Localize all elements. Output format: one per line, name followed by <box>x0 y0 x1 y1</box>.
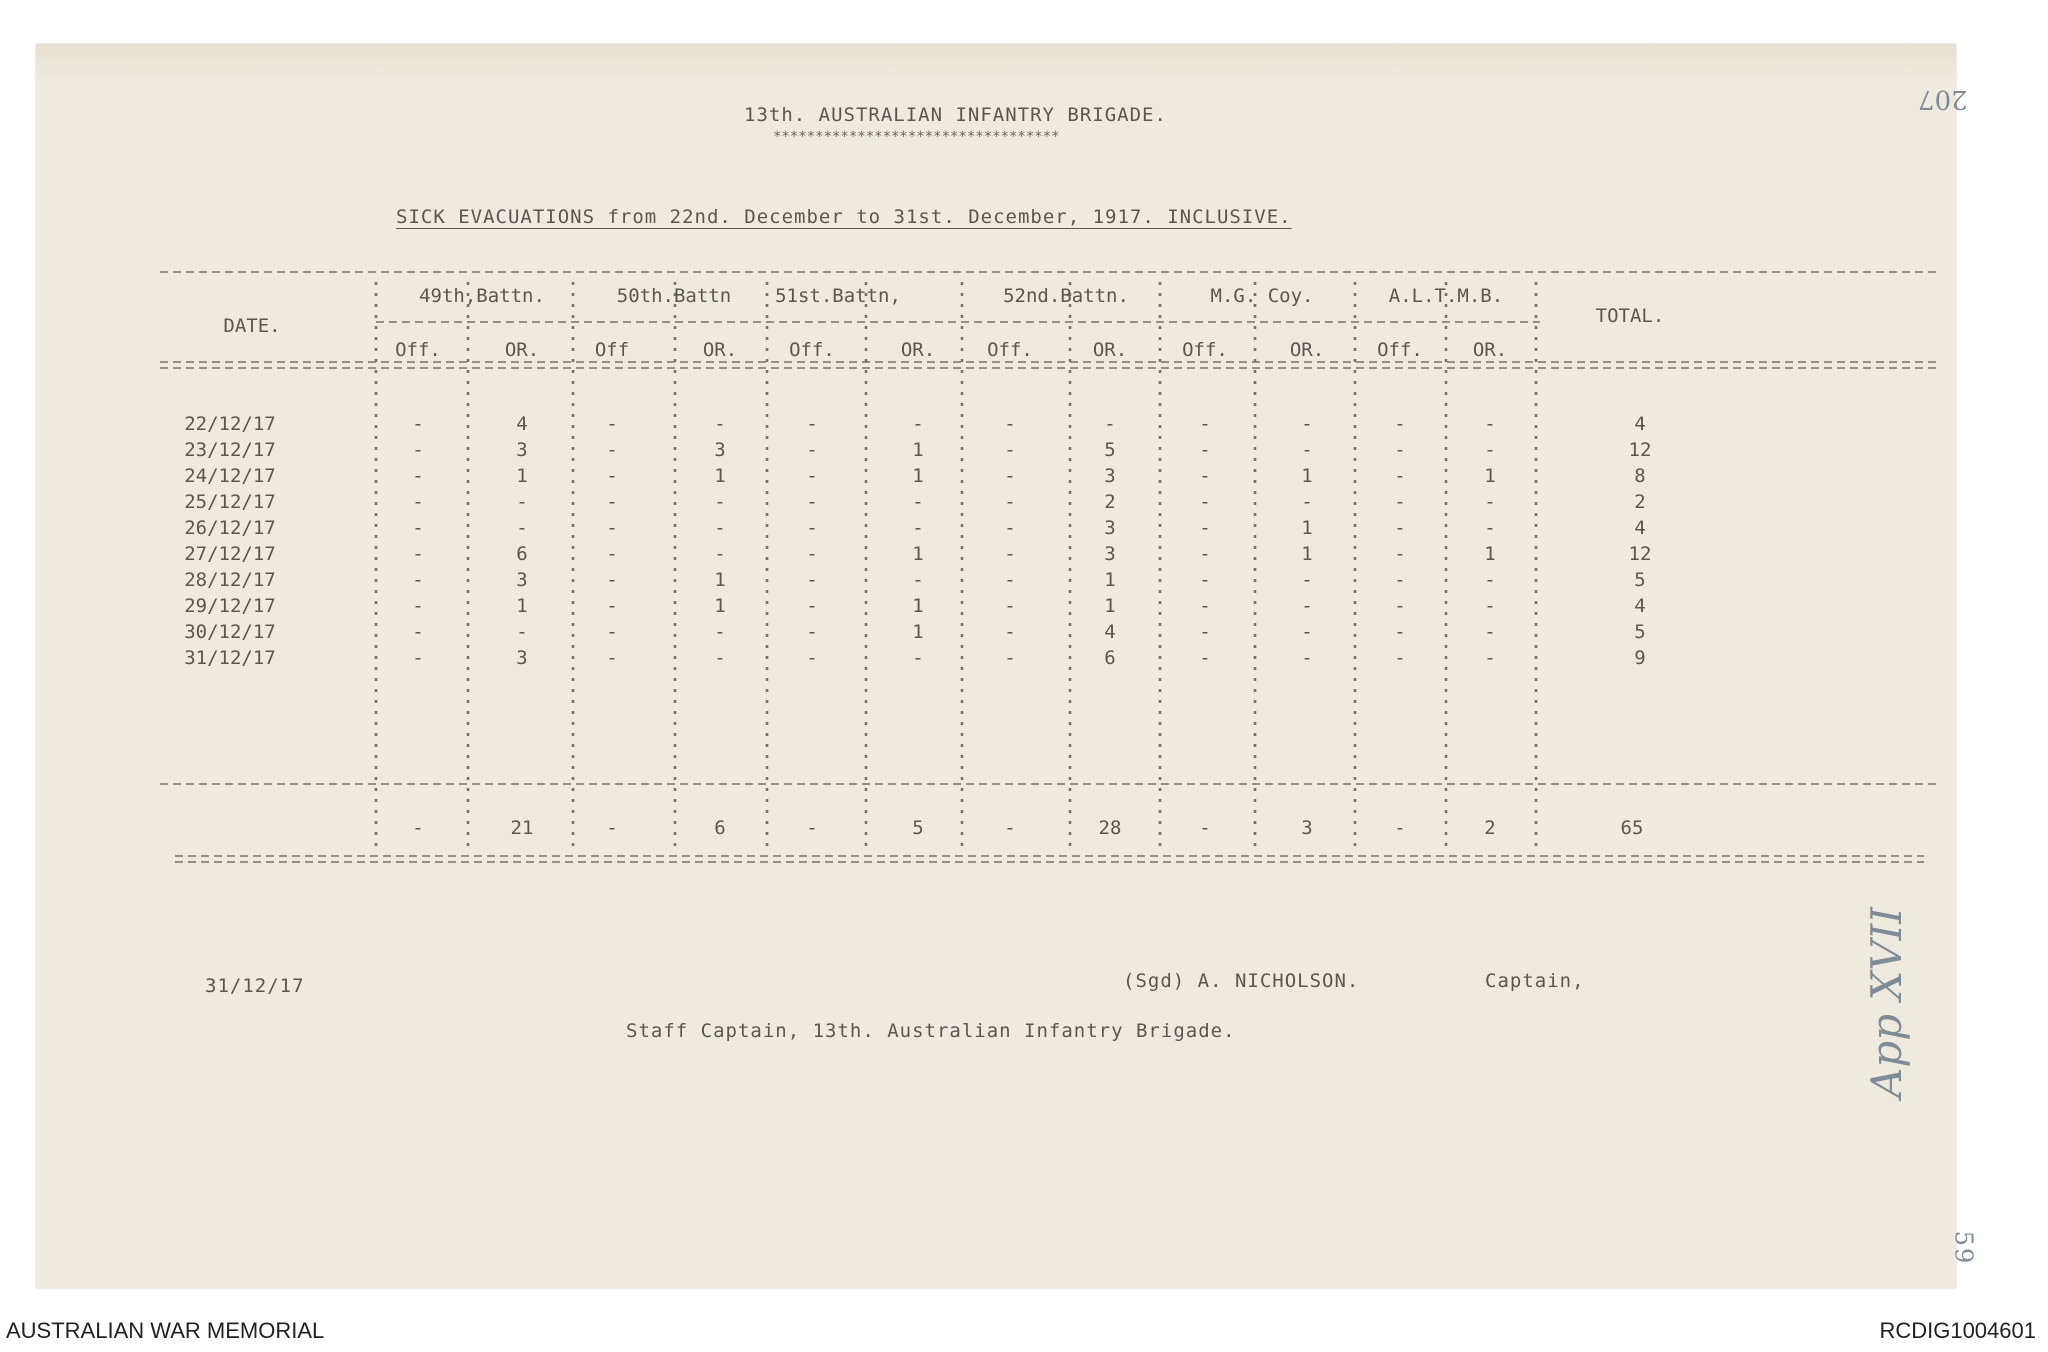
table-cell: - <box>1004 491 1016 513</box>
grand-total-cell: 28 <box>1098 817 1122 839</box>
table-cell: 4 <box>1104 621 1116 643</box>
table-cell: - <box>1301 413 1313 435</box>
table-cell: - <box>412 491 424 513</box>
table-cell: - <box>412 543 424 565</box>
table-cell: - <box>714 413 726 435</box>
table-cell: - <box>412 569 424 591</box>
row-total: 8 <box>1634 465 1646 487</box>
grand-total-cell: - <box>412 817 424 839</box>
table-cell: - <box>714 517 726 539</box>
table-cell: - <box>806 465 818 487</box>
grand-total-cell: 5 <box>912 817 924 839</box>
table-cell: - <box>806 543 818 565</box>
grand-total-cell: - <box>1004 817 1016 839</box>
table-cell: - <box>1199 491 1211 513</box>
signatory-rank: Captain, <box>1485 970 1585 992</box>
table-cell: - <box>1301 647 1313 669</box>
table-cell: - <box>606 543 618 565</box>
table-cell: - <box>1394 595 1406 617</box>
table-cell: - <box>912 569 924 591</box>
table-cell: - <box>1301 439 1313 461</box>
row-total: 5 <box>1634 621 1646 643</box>
table-cell: 1 <box>1301 543 1313 565</box>
unit-header: 49th,Battn. <box>419 285 545 307</box>
table-cell: - <box>1394 569 1406 591</box>
row-total: 9 <box>1634 647 1646 669</box>
row-date: 28/12/17 <box>184 569 276 591</box>
grand-total-cell: - <box>806 817 818 839</box>
table-cell: - <box>412 439 424 461</box>
signatory-title: Staff Captain, 13th. Australian Infantry Brigade. <box>626 1020 1236 1042</box>
table-cell: - <box>1484 621 1496 643</box>
grand-total-cell: - <box>1394 817 1406 839</box>
table-cell: 1 <box>912 543 924 565</box>
grand-total-cell: 2 <box>1484 817 1496 839</box>
table-cell: 1 <box>1104 569 1116 591</box>
total-column-header: TOTAL. <box>1595 305 1665 327</box>
date-signed: 31/12/17 <box>205 975 305 997</box>
table-cell: - <box>1004 439 1016 461</box>
table-cell: 1 <box>1104 595 1116 617</box>
report-subtitle: SICK EVACUATIONS from 22nd. December to 31st. December, 1917. INCLUSIVE. <box>396 206 1292 228</box>
table-cell: - <box>806 413 818 435</box>
grand-total-cell: - <box>606 817 618 839</box>
table-cell: 3 <box>1104 465 1116 487</box>
table-cell: - <box>606 647 618 669</box>
brigade-title: 13th. AUSTRALIAN INFANTRY BRIGADE. <box>744 104 1167 126</box>
table-cell: - <box>1394 517 1406 539</box>
table-cell: - <box>1484 647 1496 669</box>
table-cell: 6 <box>516 543 528 565</box>
subheader-label: OR. <box>1092 339 1128 361</box>
table-cell: - <box>1004 465 1016 487</box>
table-cell: - <box>912 647 924 669</box>
table-cell: 5 <box>1104 439 1116 461</box>
table-cell: - <box>606 413 618 435</box>
table-cell: - <box>412 413 424 435</box>
subheader-label: OR. <box>504 339 540 361</box>
table-cell: - <box>1199 621 1211 643</box>
table-cell: 1 <box>714 595 726 617</box>
signature: (Sgd) A. NICHOLSON. <box>1123 970 1360 992</box>
row-date: 23/12/17 <box>184 439 276 461</box>
table-cell: - <box>1199 595 1211 617</box>
table-cell: - <box>1394 543 1406 565</box>
table-cell: 1 <box>1484 543 1496 565</box>
table-cell: - <box>412 465 424 487</box>
table-cell: - <box>1199 439 1211 461</box>
table-cell: 1 <box>714 465 726 487</box>
subheader-label: OR. <box>900 339 936 361</box>
table-cell: - <box>806 569 818 591</box>
table-cell: - <box>1484 517 1496 539</box>
table-cell: - <box>412 517 424 539</box>
table-cell: - <box>1104 413 1116 435</box>
table-cell: - <box>912 491 924 513</box>
table-cell: - <box>1004 647 1016 669</box>
table-cell: - <box>606 621 618 643</box>
table-cell: - <box>1004 569 1016 591</box>
table-cell: 1 <box>912 439 924 461</box>
table-cell: - <box>606 491 618 513</box>
table-cell: - <box>606 465 618 487</box>
table-cell: - <box>806 491 818 513</box>
row-total: 12 <box>1628 439 1652 461</box>
unit-header: 50th.Battn <box>616 285 732 307</box>
table-cell: - <box>1199 647 1211 669</box>
table-cell: - <box>1301 595 1313 617</box>
table-cell: 3 <box>516 647 528 669</box>
table-cell: - <box>1394 647 1406 669</box>
table-cell: - <box>1301 491 1313 513</box>
row-total: 4 <box>1634 595 1646 617</box>
table-cell: - <box>1199 465 1211 487</box>
table-cell: 3 <box>1104 543 1116 565</box>
table-cell: 4 <box>516 413 528 435</box>
unit-header: 51st.Battn, <box>775 285 901 307</box>
table-cell: - <box>806 439 818 461</box>
table-cell: - <box>412 621 424 643</box>
grand-total-cell: 21 <box>510 817 534 839</box>
table-cell: - <box>1394 413 1406 435</box>
table-cell: - <box>516 517 528 539</box>
table-cell: 3 <box>714 439 726 461</box>
table-cell: - <box>1004 595 1016 617</box>
row-date: 24/12/17 <box>184 465 276 487</box>
archive-reference: RCDIG1004601 <box>1879 1318 2036 1343</box>
subheader-label: Off. <box>789 339 835 361</box>
subheader-label: Off. <box>987 339 1033 361</box>
table-cell: - <box>516 491 528 513</box>
table-cell: - <box>1484 595 1496 617</box>
table-cell: - <box>1004 621 1016 643</box>
row-date: 29/12/17 <box>184 595 276 617</box>
table-cell: 1 <box>912 595 924 617</box>
table-cell: 1 <box>516 465 528 487</box>
table-cell: - <box>1394 491 1406 513</box>
table-cell: - <box>606 439 618 461</box>
table-cell: - <box>1394 465 1406 487</box>
table-cell: 6 <box>1104 647 1116 669</box>
table-cell: 1 <box>912 465 924 487</box>
row-date: 30/12/17 <box>184 621 276 643</box>
table-cell: - <box>1394 439 1406 461</box>
table-cell: - <box>714 543 726 565</box>
table-cell: - <box>1394 621 1406 643</box>
table-cell: 1 <box>714 569 726 591</box>
table-cell: - <box>1004 413 1016 435</box>
table-cell: 3 <box>516 439 528 461</box>
table-cell: 1 <box>1301 465 1313 487</box>
table-cell: - <box>412 595 424 617</box>
row-total: 5 <box>1634 569 1646 591</box>
subheader-label: OR. <box>702 339 738 361</box>
handwritten-appendix-mark: App XVII <box>1862 907 1911 1098</box>
table-cell: - <box>1004 543 1016 565</box>
table-cell: - <box>912 413 924 435</box>
subheader-label: Off. <box>1182 339 1228 361</box>
table-cell: - <box>1301 569 1313 591</box>
table-cell: - <box>806 647 818 669</box>
table-cell: - <box>1484 413 1496 435</box>
table-cell: - <box>714 491 726 513</box>
grand-total-cell: - <box>1199 817 1211 839</box>
table-cell: - <box>1199 569 1211 591</box>
archive-credit: AUSTRALIAN WAR MEMORIAL <box>6 1318 325 1343</box>
table-cell: 1 <box>1301 517 1313 539</box>
unit-header: 52nd.Battn. <box>1003 285 1129 307</box>
table-cell: 1 <box>912 621 924 643</box>
table-cell: - <box>1484 569 1496 591</box>
table-cell: - <box>1199 543 1211 565</box>
subheader-label: OR. <box>1289 339 1325 361</box>
table-cell: 1 <box>1484 465 1496 487</box>
unit-header: A.L.T.M.B. <box>1388 285 1504 307</box>
row-date: 26/12/17 <box>184 517 276 539</box>
row-date: 31/12/17 <box>184 647 276 669</box>
handwritten-page-number: 207 <box>1918 84 1968 114</box>
table-cell: - <box>1301 621 1313 643</box>
row-date: 25/12/17 <box>184 491 276 513</box>
date-column-header: DATE. <box>223 315 281 337</box>
row-date: 27/12/17 <box>184 543 276 565</box>
row-total: 2 <box>1634 491 1646 513</box>
table-cell: - <box>1199 517 1211 539</box>
table-cell: - <box>714 621 726 643</box>
table-cell: 3 <box>516 569 528 591</box>
table-cell: - <box>1484 491 1496 513</box>
table-cell: - <box>412 647 424 669</box>
grand-total-cell: 3 <box>1301 817 1313 839</box>
table-cell: - <box>714 647 726 669</box>
table-cell: 2 <box>1104 491 1116 513</box>
title-ornament: ********************************** <box>773 129 1060 145</box>
subheader-label: OR. <box>1472 339 1508 361</box>
table-cell: - <box>1484 439 1496 461</box>
table-cell: - <box>912 517 924 539</box>
grand-total: 65 <box>1620 817 1644 839</box>
row-date: 22/12/17 <box>184 413 276 435</box>
table-cell: - <box>806 517 818 539</box>
table-cell: - <box>1199 413 1211 435</box>
table-cell: 3 <box>1104 517 1116 539</box>
table-cell: - <box>516 621 528 643</box>
row-total: 4 <box>1634 517 1646 539</box>
table-cell: - <box>606 517 618 539</box>
table-cell: - <box>806 621 818 643</box>
row-total: 12 <box>1628 543 1652 565</box>
table-cell: - <box>1004 517 1016 539</box>
table-cell: - <box>606 595 618 617</box>
unit-header: M.G. Coy. <box>1210 285 1314 307</box>
table-cell: - <box>806 595 818 617</box>
grand-total-cell: 6 <box>714 817 726 839</box>
subheader-label: Off <box>594 339 630 361</box>
subheader-label: Off. <box>395 339 441 361</box>
row-total: 4 <box>1634 413 1646 435</box>
handwritten-folio-number: 59 <box>1949 1230 1978 1266</box>
table-cell: 1 <box>516 595 528 617</box>
table-cell: - <box>606 569 618 591</box>
subheader-label: Off. <box>1377 339 1423 361</box>
